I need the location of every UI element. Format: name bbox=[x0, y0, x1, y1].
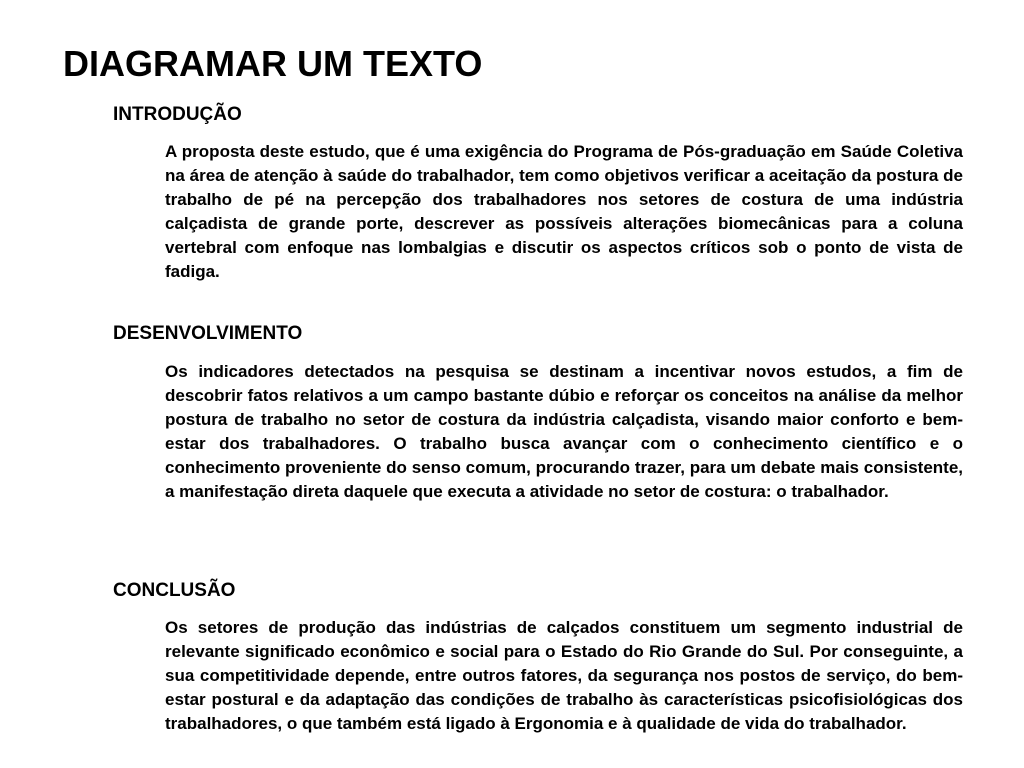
section-heading-conclusao: CONCLUSÃO bbox=[113, 580, 236, 601]
slide-title: DIAGRAMAR UM TEXTO bbox=[63, 43, 483, 84]
section-body-conclusao: Os setores de produção das indústrias de calçados constituem um segmento industrial de relevante significado econômico e social para o Estado do Rio Grande do Sul. Por conseguinte, a sua competitividade depende, entre outros fatores, da segurança nos postos de serviço, do bem-estar postural e da adaptação das condições de trabalho às características psicofisiológicas dos trabalhadores, o que também está ligado à Ergonomia e à qualidade de vida do trabalhador. bbox=[165, 618, 963, 733]
section-heading-introducao: INTRODUÇÃO bbox=[113, 104, 242, 125]
section-heading-desenvolvimento: DESENVOLVIMENTO bbox=[113, 323, 303, 344]
section-body-introducao: A proposta deste estudo, que é uma exigência do Programa de Pós-graduação em Saúde Coletiva na área de atenção à saúde do trabalhador, tem como objetivos verificar a aceitação da postura de trabalho de pé na percepção dos trabalhadores nos setores de costura de uma indústria calçadista de grande porte, descrever as possíveis alterações biomecânicas para a coluna vertebral com enfoque nas lombalgias e discutir os aspectos críticos sob o ponto de vista de fadiga. bbox=[165, 142, 963, 281]
section-body-desenvolvimento: Os indicadores detectados na pesquisa se destinam a incentivar novos estudos, a fim de descobrir fatos relativos a um campo bastante dúbio e reforçar os conceitos na análise da melhor postura de trabalho no setor de costura da indústria calçadista, visando maior conforto e bem-estar dos trabalhadores. O trabalho busca avançar com o conhecimento científico e o conhecimento proveniente do senso comum, procurando trazer, para um debate mais consistente, a manifestação direta daquele que executa a atividade no setor de costura: o trabalhador. bbox=[165, 362, 963, 501]
